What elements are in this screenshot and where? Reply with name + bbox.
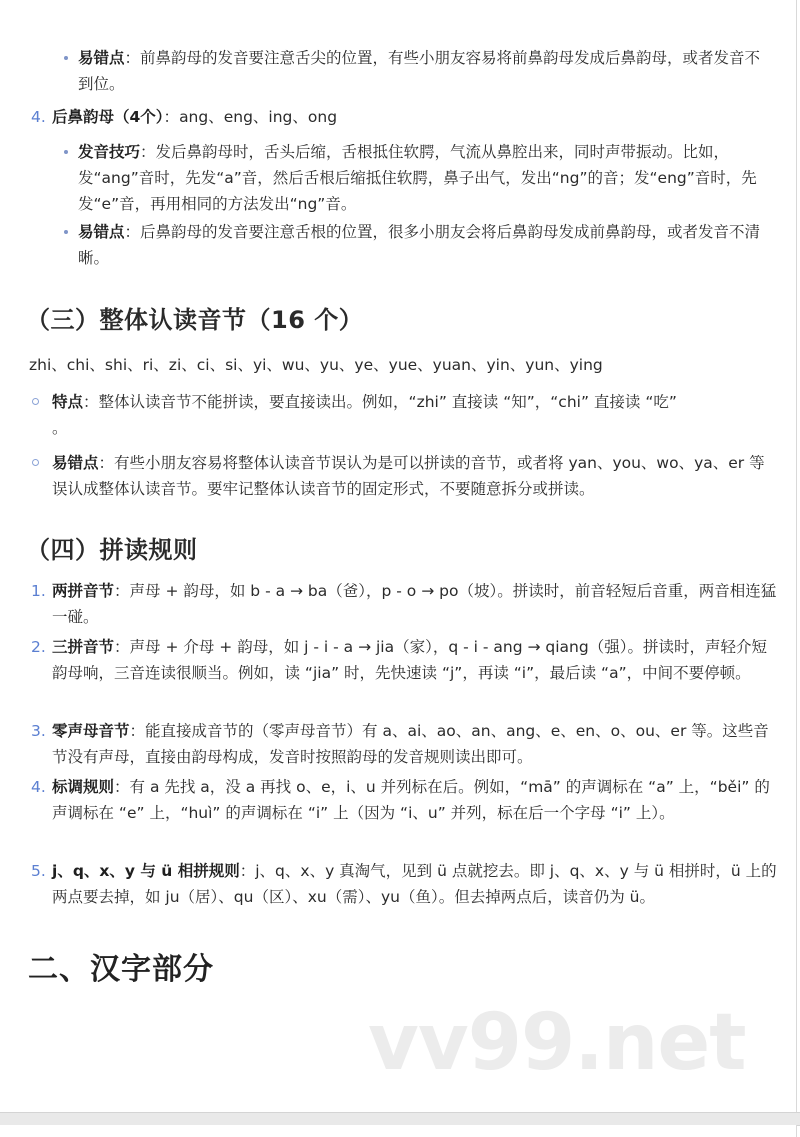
rule-label: 三拼音节 — [52, 638, 115, 656]
list-number: 3. — [31, 722, 46, 740]
colon: ： — [124, 223, 141, 241]
list-number: 1. — [31, 582, 46, 600]
list-item-front-nasal-pitfall — [78, 45, 768, 97]
item-label: 后鼻韵母（4个） — [52, 108, 164, 126]
rule-item — [31, 634, 780, 686]
list-number: 4. — [31, 778, 46, 796]
syllable-list: zhi、chi、shi、ri、zi、ci、si、yi、wu、yu、ye、yue、yuan、yin、yun、ying — [29, 356, 603, 374]
list-item-feature — [52, 389, 768, 441]
list-number: 4. — [31, 108, 46, 126]
list-item-back-nasal-technique — [78, 139, 768, 217]
list-item-pitfall — [52, 450, 768, 502]
page-separator — [0, 1112, 800, 1126]
item-value: ang、eng、ing、ong — [179, 108, 338, 126]
item-label: 易错点 — [78, 223, 125, 241]
colon: ： — [114, 582, 130, 600]
colon: ： — [124, 49, 141, 67]
watermark-text: vv99.net — [368, 998, 746, 1088]
item-text: 前鼻韵母的发音要注意舌尖的位置，有些小朋友容易将前鼻韵母发成后鼻韵母，或者发音不到位。 — [78, 49, 761, 93]
colon: ： — [129, 722, 146, 740]
colon: ： — [83, 393, 99, 411]
rule-item — [31, 858, 780, 910]
rule-item — [31, 578, 780, 630]
rule-text: 声母 + 介母 + 韵母，如 j - i - a → jia（家），q - i - ang → qiang（强）。拼读时，声轻介短韵母响，三音连读很顺当。例如，读 “jia” 时，先快速读 “j”，再读 “i”，最后读 “a”，中间不要停顿。 — [52, 638, 767, 682]
rule-label: 零声母音节 — [52, 722, 130, 740]
rule-label: j、q、x、y 与 ü 相拼规则 — [52, 862, 240, 880]
item-tail: 。 — [52, 419, 68, 437]
bullet-circle-icon — [32, 459, 39, 466]
colon: ： — [239, 862, 256, 880]
rule-label: 两拼音节 — [52, 582, 115, 600]
colon: ： — [163, 108, 180, 126]
rule-text: 声母 + 韵母，如 b - a → ba（爸），p - o → po（坡）。拼读时，前音轻短后音重，两音相连猛一碰。 — [52, 582, 777, 626]
section-heading-spelling-rules: （四）拼读规则 — [26, 536, 198, 564]
rule-label: 标调规则 — [52, 778, 115, 796]
part-heading-chinese-characters: 二、汉字部分 — [28, 952, 214, 987]
rule-item — [31, 774, 780, 826]
bullet-circle-icon — [32, 398, 39, 405]
item-label: 易错点 — [52, 454, 99, 472]
item-label: 特点 — [52, 393, 84, 411]
item-text: 有些小朋友容易将整体认读音节误认为是可以拼读的音节，或者将 yan、you、wo、ya、er 等误认成整体认读音节。要牢记整体认读音节的固定形式，不要随意拆分或拼读。 — [52, 454, 765, 498]
item-label: 发音技巧 — [78, 143, 141, 161]
bullet-dot-icon — [64, 150, 68, 154]
item-text: 后鼻韵母的发音要注意舌根的位置，很多小朋友会将后鼻韵母发成前鼻韵母，或者发音不清晰。 — [78, 223, 761, 267]
list-item-back-nasals — [31, 104, 780, 130]
rule-item — [31, 718, 780, 770]
list-item-back-nasal-pitfall — [78, 219, 768, 271]
bullet-dot-icon — [64, 230, 68, 234]
colon: ： — [114, 778, 130, 796]
colon: ： — [98, 454, 115, 472]
colon: ： — [140, 143, 156, 161]
section-heading-whole-syllables: （三）整体认读音节（16 个） — [26, 306, 364, 334]
item-text: 整体认读音节不能拼读，要直接读出。例如，“zhi” 直接读 “知”，“chi” 直接读 “吃” — [98, 393, 677, 411]
list-number: 2. — [31, 638, 46, 656]
item-label: 易错点 — [78, 49, 125, 67]
list-number: 5. — [31, 862, 46, 880]
item-text: 发后鼻韵母时，舌头后缩，舌根抵住软腭，气流从鼻腔出来，同时声带振动。比如，发“ang”音时，先发“a”音，然后舌根后缩抵住软腭，鼻子出气，发出“ng”的音；发“eng”音时，先发“e”音，再用相同的方法发出“ng”音。 — [78, 143, 757, 213]
rule-text: 有 a 先找 a，没 a 再找 o、e，i、u 并列标在后。例如，“mā” 的声调标在 “a” 上，“běi” 的声调标在 “e” 上，“huì” 的声调标在 “i” 上（因为 “i、u” 并列，标在后一个字母 “i” 上）。 — [52, 778, 770, 822]
rule-text: 能直接成音节的（零声母音节）有 a、ai、ao、an、ang、e、en、o、ou、er 等。这些音节没有声母，直接由韵母构成，发音时按照韵母的发音规则读出即可。 — [52, 722, 769, 766]
next-page-top — [0, 1125, 797, 1137]
bullet-dot-icon — [64, 56, 68, 60]
rule-text: j、q、x、y 真淘气，见到 ü 点就挖去。即 j、q、x、y 与 ü 相拼时，ü 上的两点要去掉，如 ju（居）、qu（区）、xu（需）、yu（鱼）。但去掉两点后，读音仍为 ü。 — [52, 862, 777, 906]
colon: ： — [114, 638, 130, 656]
